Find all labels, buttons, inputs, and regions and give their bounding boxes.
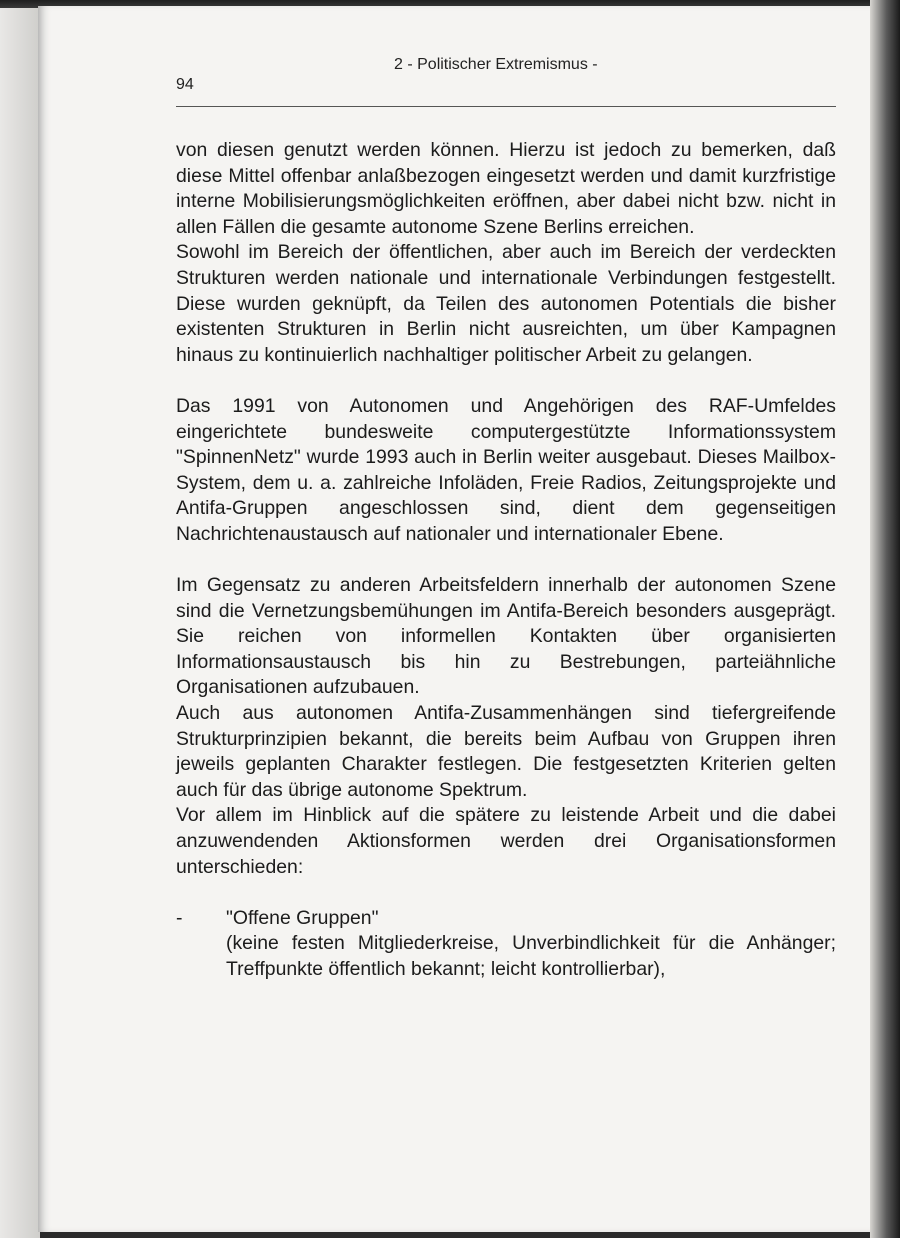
list-item-title: "Offene Gruppen" [226, 906, 379, 929]
header-rule [176, 106, 836, 107]
book-binding-shadow [870, 0, 900, 1238]
paragraph-2: Sowohl im Bereich der öffentlichen, aber auch im Bereich der verdeckten Strukturen werden nationale und internationale Verbindungen festgestellt. Diese wurden geknüpft, da Teilen des autonomen Potentials die bisher existenten Strukturen in Berlin nicht ausreichten, um über Kampagnen hinaus zu kontinuierlich nachhaltiger politischer Arbeit zu gelangen. [176, 241, 836, 366]
list-item [176, 906, 836, 983]
paragraph-gap [176, 880, 836, 906]
list-dash: - [176, 906, 183, 929]
paragraph-gap [176, 548, 836, 574]
paragraph-5: Auch aus autonomen Antifa-Zusammenhängen sind tiefergreifende Strukturprinzipien bekannt, die bereits beim Aufbau von Gruppen ihren jeweils geplanten Charakter festlegen. Die festgesetzten Kriterien gelten auch für das übrige autonome Spektrum. [176, 702, 836, 801]
scan-left-edge [0, 0, 40, 1238]
list-item-body [226, 906, 836, 983]
running-head: 2 - Politischer Extremismus - [394, 56, 598, 73]
page-number: 94 [176, 76, 194, 93]
paragraph-gap [176, 368, 836, 394]
paragraph-1: von diesen genutzt werden können. Hierzu ist jedoch zu bemerken, daß diese Mittel offenbar anlaßbezogen eingesetzt werden und damit kurzfristige interne Mobilisierungsmöglichkeiten eröffnen, aber dabei nicht bzw. nicht in allen Fällen die gesamte autonome Szene Berlins erreichen. [176, 139, 836, 238]
list-item-description: (keine festen Mitgliederkreise, Unverbindlichkeit für die Anhänger; Treffpunkte öffentlich bekannt; leicht kontrollierbar), [226, 932, 836, 980]
paragraph-4: Im Gegensatz zu anderen Arbeitsfeldern innerhalb der autonomen Szene sind die Vernetzungsbemühungen im Antifa-Bereich besonders ausgeprägt. Sie reichen von informellen Kontakten über organisierten Informationsaustausch bis hin zu Bestrebungen, parteiähnliche Organisationen aufzubauen. [176, 574, 836, 699]
body-text [176, 138, 836, 983]
paragraph-3: Das 1991 von Autonomen und Angehörigen des RAF-Umfeldes eingerichtete bundesweite computergestützte Informationssystem "SpinnenNetz" wurde 1993 auch in Berlin weiter ausgebaut. Dieses Mailbox-System, dem u. a. zahlreiche Infoläden, Freie Radios, Zeitungsprojekte und Antifa-Gruppen angeschlossen sind, dient dem gegenseitigen Nachrichtenaustausch auf nationaler und internationaler Ebene. [176, 394, 836, 545]
paragraph-6: Vor allem im Hinblick auf die spätere zu leistende Arbeit und die dabei anzuwendenden Aktionsformen werden drei Organisationsformen unterschieden: [176, 804, 836, 878]
